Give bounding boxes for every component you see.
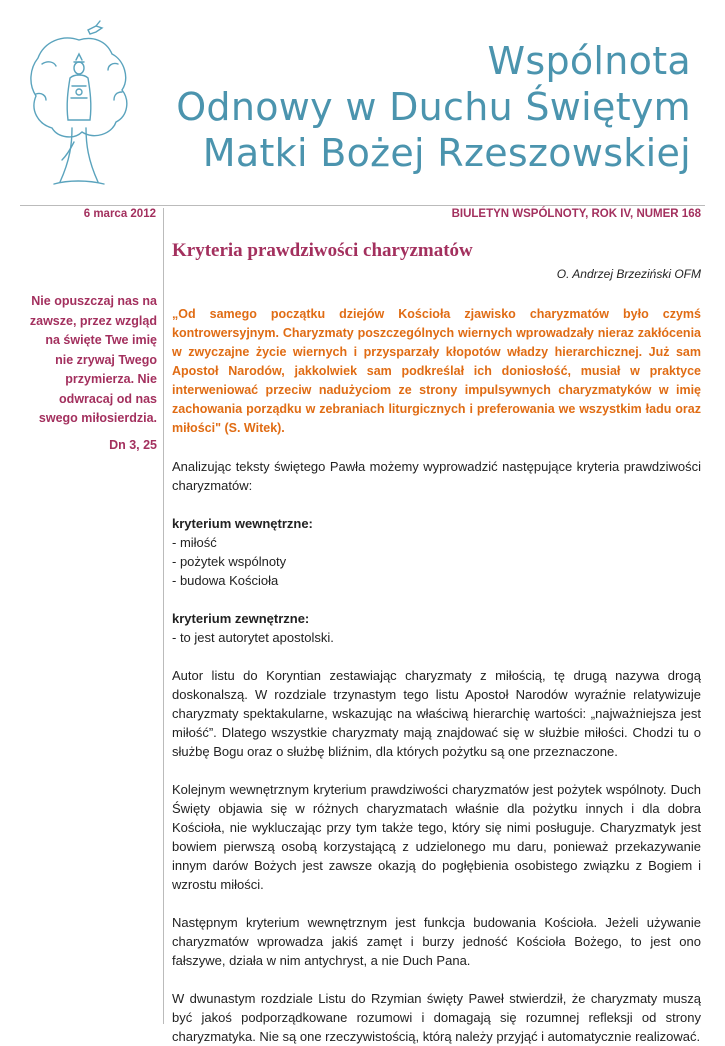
internal-criteria-item: - miłość xyxy=(172,535,217,550)
article-intro: Analizując teksty świętego Pawła możemy wyprowadzić następujące kryteria prawdziwości charyzmatów: xyxy=(172,459,701,493)
article-paragraph-2: Kolejnym wewnętrznym kryterium prawdziwości charyzmatów jest pożytek wspólnoty. Duch Święty objawia się w różnych charyzmatach właśnie dla pożytku innych i dla dobra Kościoła, nie wykluczając przy tym także tego, który się nimi posługuje. Charyzmatyk jest bowiem pierwszą osobą korzystającą z udzielonego mu daru, ponieważ przekazywanie innym darów Bożych jest zawsze okazją do pogłębienia osobistego związku z Bogiem i wzrostu miłości. xyxy=(172,782,701,892)
article-lead: „Od samego początku dziejów Kościoła zjawisko charyzmatów było czymś kontrowersyjnym. Charyzmaty poszczególnych wiernych wprowadzały nieraz zakłócenia w zwyczajne życie wiernych i przysparzały kłopotów władzy hierarchicznej. Już sam Apostoł Narodów, jakkolwiek sam podkreślał ich doniosłość, musiał w praktyce interweniować przeciw nadużyciom ze strony impulsywnych charyzmatyków w imię zachowania porządku w zebraniach liturgicznych i preferowania we wszystkim ładu oraz miłości" (S. Witek). xyxy=(172,307,701,435)
article-paragraph-4: W dwunastym rozdziale Listu do Rzymian święty Paweł stwierdził, że charyzmaty muszą być jakoś podporządkowane rozumowi i domagają się rozumnej refleksji od strony charyzmatyka. Nie są one rzeczywistością, którą należy przyjąć i automatycznie realizować. xyxy=(172,991,701,1044)
article-paragraph-3: Następnym kryterium wewnętrznym jest funkcja budowania Kościoła. Jeżeli używanie charyzmatów wprowadza jakiś zamęt i burzy jedność Kościoła Bożego, to jest ono fałszywe, działa w nim antychryst, a nie Duch Pana. xyxy=(172,915,701,968)
internal-criteria-item: - pożytek wspólnoty xyxy=(172,554,287,569)
title-line-3: Matki Bożej Rzeszowskiej xyxy=(202,131,691,175)
article xyxy=(172,238,701,1046)
community-title xyxy=(176,38,691,176)
column-divider xyxy=(163,208,164,1024)
sidebar-quote-reference: Dn 3, 25 xyxy=(109,438,157,452)
article-title: Kryteria prawdziwości charyzmatów xyxy=(172,240,473,261)
internal-criteria-item: - budowa Kościoła xyxy=(172,573,279,588)
title-line-1: Wspólnota xyxy=(487,39,691,83)
sidebar-quote: Nie opuszczaj nas na zawsze, przez wzgląd na święte Twe imię nie zrywaj Twego przymierza. Nie odwracaj od nas swego miłosierdzia. xyxy=(29,294,157,425)
issue-date: 6 marca 2012 xyxy=(83,208,156,220)
article-author: O. Andrzej Brzeziński OFM xyxy=(556,267,701,281)
header-divider xyxy=(20,205,705,206)
bulletin-info: BIULETYN WSPÓLNOTY, ROK IV, NUMER 168 xyxy=(451,208,701,220)
title-line-2: Odnowy w Duchu Świętym xyxy=(176,85,691,129)
external-criteria-item: - to jest autorytet apostolski. xyxy=(172,630,334,645)
article-paragraph-1: Autor listu do Koryntian zestawiając charyzmaty z miłością, tę drugą nazywa drogą doskonalszą. W rozdziale trzynastym tego listu Apostoł Narodów wyraźnie relatywizuje charyzmaty spektakularne, wskazując na właściwą hierarchię wartości: „najważniejsza jest miłość”. Dlatego wszystkie charyzmaty mają znajdować się w służbie miłości. Chodzi tu o służbę Bogu oraz o służbę bliźnim, dla których pożytku są one przeznaczone. xyxy=(172,668,701,759)
tree-madonna-logo-icon xyxy=(22,20,137,190)
external-criteria-heading: kryterium zewnętrzne: xyxy=(172,611,310,626)
internal-criteria-heading: kryterium wewnętrzne: xyxy=(172,516,313,531)
